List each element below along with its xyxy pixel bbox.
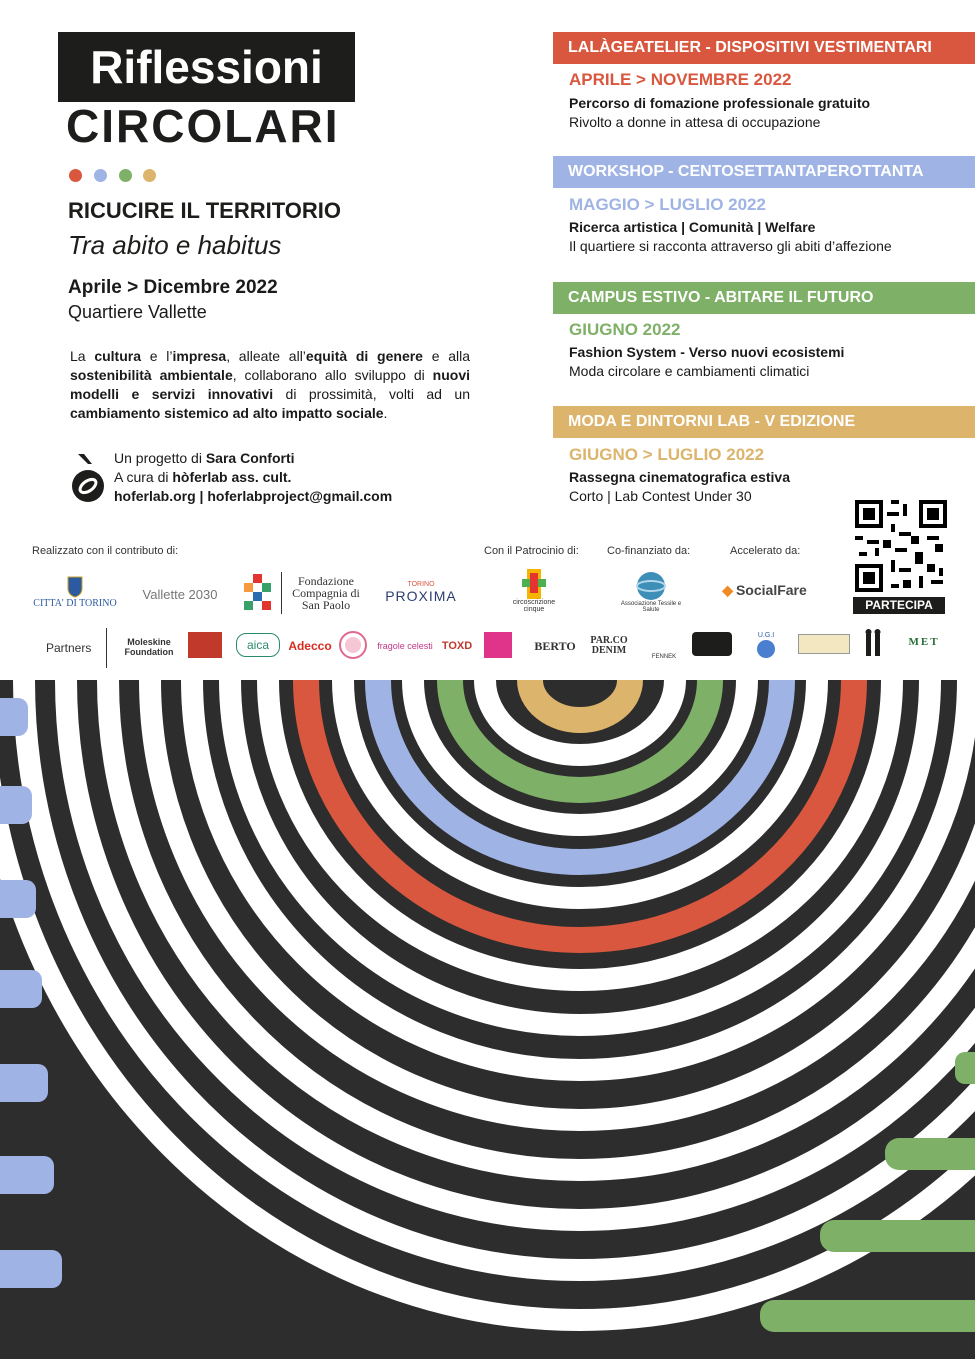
associazione-globe-icon [636, 571, 666, 601]
partner-toxd: TOXD [441, 640, 473, 652]
section-1-line2: Rivolto a donne in attesa di occupazione [569, 114, 821, 130]
partners-divider [106, 628, 107, 668]
partner-adecco: Adecco [288, 639, 332, 653]
torino-crest-icon [67, 576, 83, 598]
partner-figures-icon [860, 628, 886, 658]
dot-gold [143, 169, 156, 182]
associazione-logo: Associazione Tessile e Salute [615, 570, 687, 614]
section-2-line2: Il quartiere si racconta attraverso gli abiti d’affezione [569, 238, 892, 254]
section-3-title: CAMPUS ESTIVO - ABITARE IL FUTURO [553, 282, 975, 314]
section-4-line1: Rassegna cinematografica estiva [569, 469, 790, 485]
partner-aica: aica [236, 633, 280, 657]
circular-stripes-graphic [0, 680, 975, 1359]
intro-paragraph: La cultura e l’impresa, alleate all’equità di genere e alla sostenibilità ambientale, collaborano allo sviluppo di nuovi modelli e servizi innovativi di prossimità, volti ad un cambiamento sistemico ad alto impatto sociale. [70, 348, 471, 421]
partner-fennek: FENNEK [651, 654, 677, 660]
fondazione-logo: Fondazione Compagnia di San Paolo [292, 574, 360, 612]
section-3-line2: Moda circolare e cambiamenti climatici [569, 363, 810, 379]
ugi-icon [755, 639, 777, 659]
section-2-date: MAGGIO > LUGLIO 2022 [569, 195, 766, 214]
citta-torino-logo: CITTA' DI TORINO [30, 570, 120, 614]
socialfare-icon: ◆ [722, 581, 733, 598]
section-3-line1: Fashion System - Verso nuovi ecosistemi [569, 344, 845, 360]
partner-moleskine: Moleskine Foundation [124, 637, 174, 657]
partner-logo-red [188, 632, 222, 658]
vallette-2030-logo: Vallette 2030 [142, 586, 218, 602]
logo-riflessioni: Riflessioni [58, 32, 355, 102]
circoscrizione-logo: circoscrizione cinque [505, 568, 563, 614]
section-4-line2: Corto | Lab Contest Under 30 [569, 488, 752, 504]
partner-logo-pink [484, 632, 512, 658]
hoferlab-logo-icon [68, 452, 108, 504]
partecipa-button[interactable]: PARTECIPA [853, 597, 945, 614]
dot-green [119, 169, 132, 182]
tagline: Tra abito e habitus [68, 230, 282, 260]
partner-ugi: U.G.I [748, 628, 784, 662]
section-4-date: GIUGNO > LUGLIO 2022 [569, 445, 765, 464]
dot-red [69, 169, 82, 182]
section-3-date: GIUGNO 2022 [569, 320, 681, 339]
contact-line: hoferlab.org | hoferlabproject@gmail.com [114, 488, 393, 504]
credits: Un progetto di Sara Conforti A cura di hòferlab ass. cult. hoferlab.org | hoferlabproject@gmail.com [114, 450, 393, 504]
partner-logo-strip [798, 634, 850, 654]
proxima-logo: TORINO PROXIMA [385, 580, 457, 604]
dot-blue [94, 169, 107, 182]
subtitle: RICUCIRE IL TERRITORIO [68, 198, 341, 223]
partner-rosette-icon [339, 631, 367, 659]
section-4-title: MODA E DINTORNI LAB - V EDIZIONE [553, 406, 975, 438]
qr-code[interactable] [855, 500, 947, 592]
partner-met: MET [908, 636, 940, 648]
accelerato-label: Accelerato da: [730, 545, 801, 557]
patrocinio-label: Con il Patrocinio di: [484, 545, 579, 557]
partner-berto: BERTO [534, 638, 576, 653]
logo-circolari: CIRCOLARI [66, 100, 340, 152]
partners-label: Partners [46, 641, 92, 655]
circoscrizione-icon [522, 569, 546, 599]
fondazione-divider [281, 572, 282, 614]
section-1-title: LALÀGEATELIER - DISPOSITIVI VESTIMENTARI [553, 32, 975, 64]
partner-parco-denim: PAR.CO DENIM [590, 635, 628, 656]
cofinanziato-label: Co-finanziato da: [607, 545, 691, 557]
section-2-line1: Ricerca artistica | Comunità | Welfare [569, 219, 816, 235]
section-1-date: APRILE > NOVEMBRE 2022 [569, 70, 792, 89]
section-2-title: WORKSHOP - CENTOSETTANTAPEROTTANTA [553, 156, 975, 188]
partner-fragole: fragole celesti [377, 641, 433, 651]
realizzato-label: Realizzato con il contributo di: [32, 545, 179, 557]
section-1-line1: Percorso di fomazione professionale gratuito [569, 95, 871, 111]
event-place: Quartiere Vallette [68, 302, 207, 322]
event-dates: Aprile > Dicembre 2022 [68, 277, 278, 298]
partner-logo-black [692, 632, 732, 656]
socialfare-logo: ◆ SocialFare [722, 581, 807, 598]
fondazione-squares-icon [244, 574, 272, 610]
